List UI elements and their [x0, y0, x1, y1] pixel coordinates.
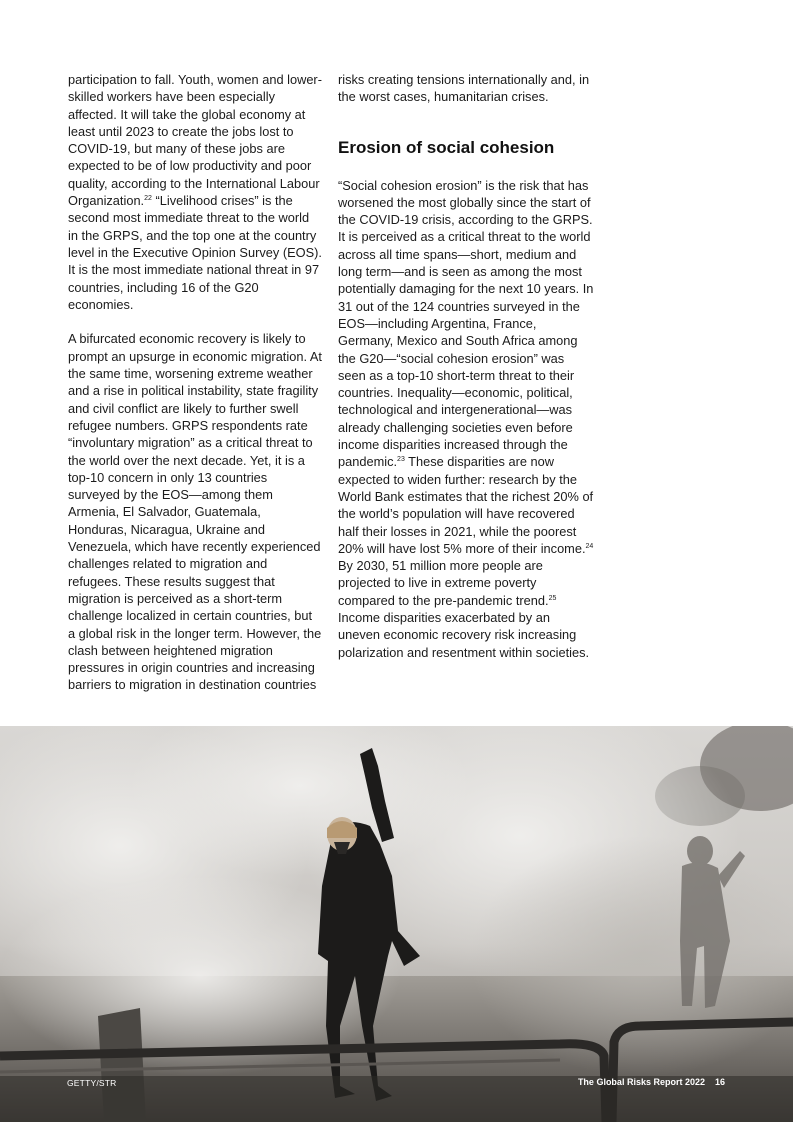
page-number: 16	[714, 1077, 725, 1087]
photo-illustration	[0, 726, 793, 1122]
footnote-ref[interactable]: 22	[144, 195, 152, 203]
page-footer	[578, 1077, 725, 1087]
left-column	[68, 71, 322, 694]
paragraph-livelihood	[68, 71, 322, 313]
section-heading: Erosion of social cohesion	[338, 137, 555, 157]
paragraph-migration: A bifurcated economic recovery is likely to prompt an upsurge in economic migration. At the same time, worsening extreme weather and a rise in political instability, state fragility and civil conflict are likely to further swell refugee numbers. GRPS respondents rate “involuntary migration” as a critical threat to the world over the next decade. Yet, it is a top-10 concern in only 13 countries surveyed by the EOS—among them Armenia, El Salvador, Guatemala, Honduras, Nicaragua, Ukraine and Venezuela, which have recently experienced challenges related to migration and refugees. These results suggest that migration is perceived as a short-term challenge localized in certain countries, but a global risk in the longer term. However, the clash between heightened migration pressures in origin countries and increasing barriers to migration in destination countries	[68, 331, 322, 693]
paragraph-social-cohesion	[338, 177, 594, 661]
photo-credit: GETTY/STR	[67, 1078, 117, 1088]
paragraph-text: By 2030, 51 million more people are projected to live in extreme poverty compared to the pre-pandemic trend.	[338, 558, 549, 608]
report-title: The Global Risks Report 2022	[577, 1077, 705, 1087]
paragraph-text: Income disparities exacerbated by an uneven economic recovery risk increasing polarization and resentment within societies.	[338, 610, 590, 660]
footnote-ref[interactable]: 24	[585, 542, 594, 550]
paragraph-text: “Livelihood crises” is the second most immediate threat to the world in the GRPS, and the top one at the country level in the Executive Opinion Survey (EOS). It is the most immediate national threat in 97 countries, including 16 of the G20 economies.	[68, 193, 322, 312]
paragraph-continuation: risks creating tensions internationally and, in the worst cases, humanitarian crises.	[338, 72, 590, 105]
protest-photo	[0, 726, 793, 1122]
footnote-ref[interactable]: 23	[397, 456, 405, 464]
right-column	[338, 71, 594, 661]
paragraph-text: These disparities are now expected to widen further: research by the World Bank estimates that the richest 20% of the world’s population will have recovered half their losses in 2021, while the poorest 20% will have lost 5% more of their income.	[338, 454, 594, 556]
paragraph-text: participation to fall. Youth, women and lower-skilled workers have been especially affected. It will take the global economy at least until 2023 to create the jobs lost to COVID-19, but many of these jobs are expected to be of low productivity and poor quality, according to the International Labour Organization.	[68, 72, 322, 209]
footnote-ref[interactable]: 25	[548, 594, 557, 602]
paragraph-text: “Social cohesion erosion” is the risk that has worsened the most globally since the start of the COVID-19 crisis, according to the GRPS. It is perceived as a critical threat to the world across all time spans—short, medium and long term—and is seen as among the most potentially damaging for the next 10 years. In 31 out of the 124 countries surveyed in the EOS—including Argentina, France, Germany, Mexico and South Africa among the G20—“social cohesion erosion” was seen as a top-10 short-term threat to their countries. Inequality—economic, political, technological and intergenerational—was already challenging societies even before income disparities increased through the pandemic.	[338, 177, 594, 470]
